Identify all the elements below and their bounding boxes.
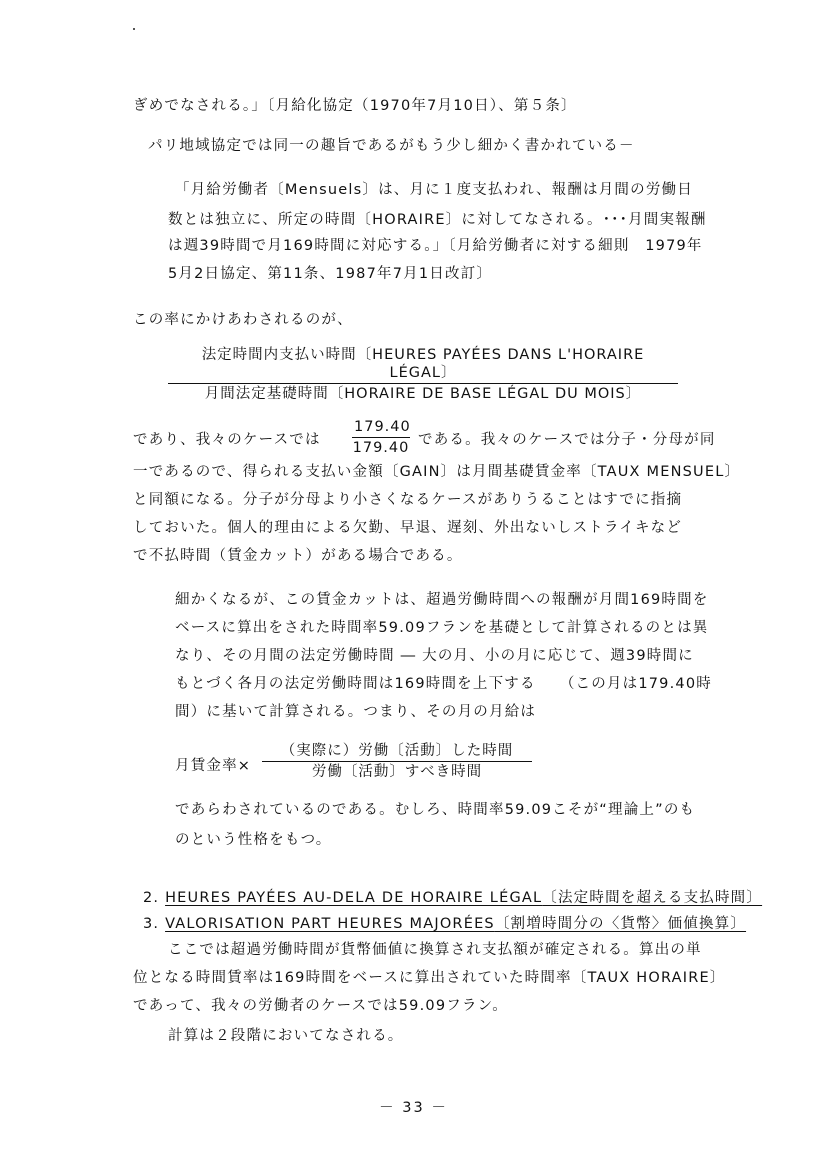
section-title-fr: VALORISATION PART HEURES MAJORÉES [165, 916, 495, 932]
formula-numerator: 179.40 [354, 419, 411, 435]
formula-prefix: 月賃金率× [175, 758, 252, 774]
quote-line: 5月2日協定、第11条、1987年7月1日改訂〕 [168, 266, 493, 282]
page-number: － 33 － [379, 1100, 448, 1116]
text-line: である。我々のケースでは分子・分母が同 [418, 432, 716, 448]
fraction-bar [168, 383, 678, 384]
text-line: ここでは超過労働時間が貨幣価値に換算され支払額が確定される。算出の単 [168, 942, 702, 958]
section-title-jp: 〔法定時間を超える支払時間〕 [542, 890, 763, 906]
section-number: 3. [143, 916, 160, 932]
text-line: であって、我々の労働者のケースでは59.09フラン。 [133, 998, 508, 1014]
text-line: のという性格をもつ。 [175, 832, 332, 848]
text-line: なり、その月間の法定労働時間 ― 大の月、小の月に応じて、週39時間に [175, 648, 694, 664]
text-line: ぎめでなされる。」〔月給化協定（1970年7月10日）、第５条〕 [133, 98, 577, 114]
formula-legal-hours [168, 346, 678, 403]
section-heading-3 [143, 914, 746, 934]
text-line: もとづく各月の法定労働時間は169時間を上下する （この月は179.40時 [175, 676, 712, 692]
section-heading-2 [143, 888, 762, 908]
text-line: 一であるので、得られる支払い金額〔GAIN〕は月間基礎賃金率〔TAUX MENSUEL〕 [133, 464, 741, 480]
formula-ratio [352, 418, 410, 457]
text-line: で不払時間（賃金カット）がある場合である。 [133, 548, 463, 564]
fraction-bar [352, 437, 410, 438]
section-number: 2. [143, 890, 160, 906]
section-title-jp: 〔割増時間分の〈貨幣〉価値換算〕 [494, 916, 747, 932]
text-line: であらわされているのである。むしろ、時間率59.09こそが“理論上”のも [175, 802, 696, 818]
text-line: と同額になる。分子が分母より小さくなるケースがありうることはすでに指摘 [133, 492, 683, 508]
formula-numerator: 法定時間内支払い時間〔HEURES PAYÉES DANS L'HORAIRE LÉGAL〕 [201, 347, 645, 381]
formula-denominator: 179.40 [352, 440, 410, 456]
text-line: しておいた。個人的理由による欠勤、早退、遅刻、外出ないしストライキなど [133, 520, 683, 536]
text-line: 位となる時間賃率は169時間をベースに算出されていた時間率〔TAUX HORAIRE〕 [133, 970, 726, 986]
section-title-fr: HEURES PAYÉES AU-DELA DE HORAIRE LÉGAL [165, 890, 543, 906]
scan-speck [133, 28, 135, 30]
formula-denominator: 労働〔活動〕すべき時間 [311, 764, 483, 780]
text-line: 細かくなるが、この賃金カットは、超過労働時間への報酬が月間169時間を [175, 592, 709, 608]
text-line: 間）に基いて計算される。つまり、その月の月給は [175, 704, 537, 720]
quote-line: 「月給労働者〔Mensuels〕は、月に１度支払われ、報酬は月間の労働日 [175, 182, 693, 198]
text-line: 計算は２段階においてなされる。 [168, 1028, 404, 1044]
quote-line: 数とは独立に、所定の時間〔HORAIRE〕に対してなされる。･･･月間実報酬 [168, 212, 707, 228]
formula-numerator: （実際に）労働〔活動〕した時間 [280, 743, 514, 759]
text-line: であり、我々のケースでは [133, 432, 321, 448]
text-line: パリ地域協定では同一の趣旨であるがもう少し細かく書かれている－ [148, 138, 635, 154]
text-line: この率にかけあわされるのが、 [133, 312, 353, 328]
fraction-bar [262, 761, 532, 762]
text-line: ベースに算出をされた時間率59.09フランを基礎として計算されるのとは異 [175, 620, 709, 636]
formula-denominator: 月間法定基礎時間〔HORAIRE DE BASE LÉGAL DU MOIS〕 [204, 386, 642, 402]
formula-monthly-wage [262, 742, 532, 781]
quote-line: は週39時間で月169時間に対応する。」〔月給労働者に対する細則 1979年 [168, 238, 703, 254]
